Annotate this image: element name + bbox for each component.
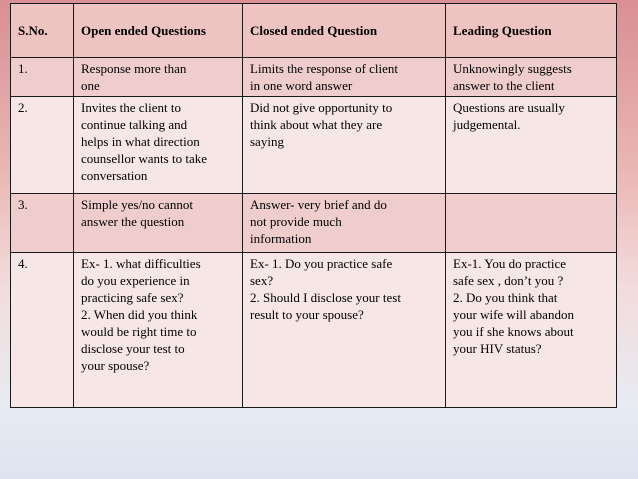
cell-line: 2. When did you think bbox=[81, 307, 198, 322]
cell-line: information bbox=[250, 231, 312, 246]
cell-line: sex? bbox=[250, 273, 274, 288]
table-header-row bbox=[11, 4, 617, 58]
cell-line: do you experience in bbox=[81, 273, 190, 288]
cell-leading bbox=[446, 194, 617, 253]
cell-open bbox=[74, 253, 243, 408]
cell-line: 2. Should I disclose your test bbox=[250, 290, 401, 305]
cell-line: continue talking and bbox=[81, 117, 188, 132]
cell-leading bbox=[446, 253, 617, 408]
cell-line: you if she knows about bbox=[453, 324, 574, 339]
cell-line: Limits the response of client bbox=[250, 61, 399, 76]
cell-line: 2. Do you think that bbox=[453, 290, 558, 305]
header-open-ended: Open ended Questions bbox=[74, 4, 243, 58]
cell-line: Response more than bbox=[81, 61, 187, 76]
table-row bbox=[11, 194, 617, 253]
cell-line: your spouse? bbox=[81, 358, 150, 373]
cell-line: judgemental. bbox=[453, 117, 521, 132]
cell-line: result to your spouse? bbox=[250, 307, 364, 322]
questions-comparison-table bbox=[10, 3, 617, 408]
table-row bbox=[11, 97, 617, 194]
cell-open bbox=[74, 58, 243, 97]
cell-line: Ex-1. You do practice bbox=[453, 256, 567, 271]
cell-line: practicing safe sex? bbox=[81, 290, 184, 305]
cell-line: Invites the client to bbox=[81, 100, 182, 115]
cell-open bbox=[74, 97, 243, 194]
cell-line: disclose your test to bbox=[81, 341, 185, 356]
cell-line: your wife will abandon bbox=[453, 307, 574, 322]
cell-line: not provide much bbox=[250, 214, 342, 229]
cell-line: saying bbox=[250, 134, 284, 149]
cell-closed bbox=[243, 97, 446, 194]
cell-open bbox=[74, 194, 243, 253]
table-row bbox=[11, 58, 617, 97]
cell-sno: 3. bbox=[11, 194, 74, 253]
cell-line: Unknowingly suggests bbox=[453, 61, 572, 76]
cell-sno: 2. bbox=[11, 97, 74, 194]
header-sno: S.No. bbox=[11, 4, 74, 58]
cell-closed bbox=[243, 58, 446, 97]
cell-line: answer the question bbox=[81, 214, 185, 229]
cell-line: Answer- very brief and do bbox=[250, 197, 387, 212]
cell-line: one bbox=[81, 78, 100, 93]
cell-sno: 4. bbox=[11, 253, 74, 408]
cell-line: helps in what direction bbox=[81, 134, 200, 149]
cell-line: your HIV status? bbox=[453, 341, 542, 356]
table-row bbox=[11, 253, 617, 408]
cell-line: Ex- 1. Do you practice safe bbox=[250, 256, 393, 271]
cell-line: in one word answer bbox=[250, 78, 353, 93]
cell-closed bbox=[243, 253, 446, 408]
cell-sno: 1. bbox=[11, 58, 74, 97]
cell-line: counsellor wants to take bbox=[81, 151, 207, 166]
header-closed-ended: Closed ended Question bbox=[243, 4, 446, 58]
cell-leading bbox=[446, 97, 617, 194]
cell-line: Questions are usually bbox=[453, 100, 565, 115]
cell-leading bbox=[446, 58, 617, 97]
cell-line: think about what they are bbox=[250, 117, 383, 132]
cell-line: would be right time to bbox=[81, 324, 197, 339]
header-leading: Leading Question bbox=[446, 4, 617, 58]
cell-line: Simple yes/no cannot bbox=[81, 197, 193, 212]
cell-line: Did not give opportunity to bbox=[250, 100, 393, 115]
cell-closed bbox=[243, 194, 446, 253]
cell-line: safe sex , don’t you ? bbox=[453, 273, 564, 288]
cell-line: Ex- 1. what difficulties bbox=[81, 256, 201, 271]
cell-line: conversation bbox=[81, 168, 148, 183]
cell-line: answer to the client bbox=[453, 78, 555, 93]
